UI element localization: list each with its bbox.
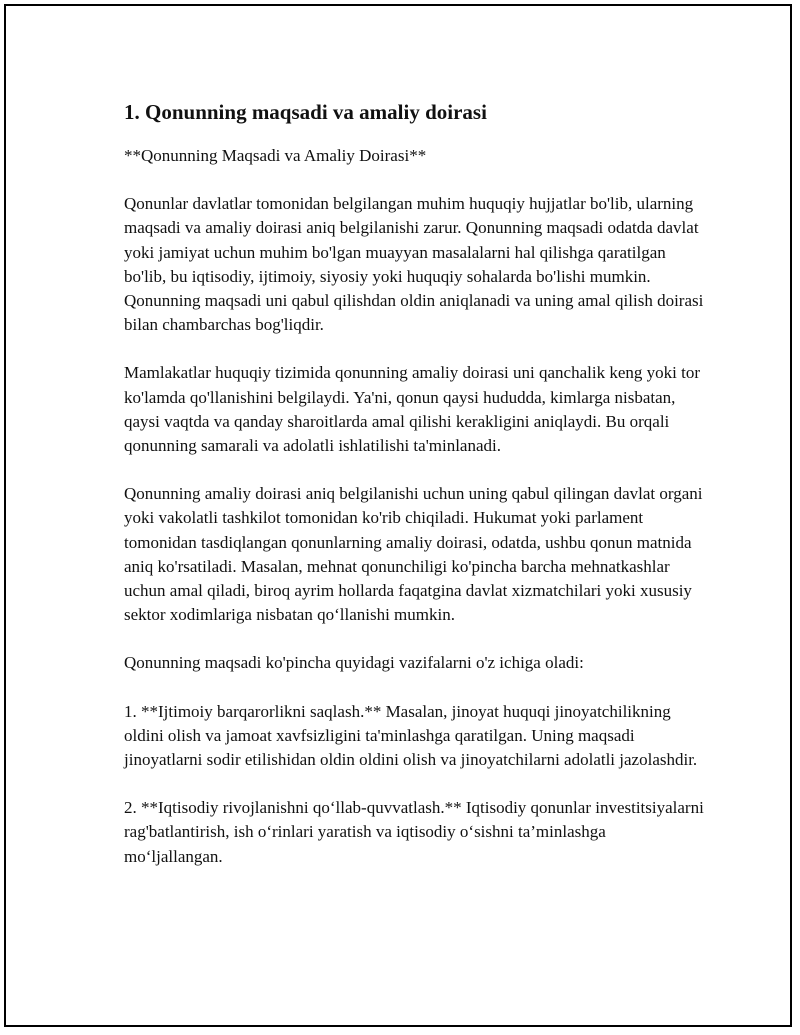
scope-paragraph: Mamlakatlar huquqiy tizimida qonunning amaliy doirasi uni qanchalik keng yoki tor ko'lamda qo'llanishini belgilaydi. Ya'ni, qonun qaysi hududda, kimlarga nisbatan, qaysi vaqtda va qanday sharoitlarda amal qilishi kerakligini aniqlaydi. Bu orqali qonunning samarali va adolatli ishlatilishi ta'minlanadi.: [124, 363, 700, 456]
list-item-social-stability: 1. **Ijtimoiy barqarorlikni saqlash.** Masalan, jinoyat huquqi jinoyatchilikning oldini olish va jamoat xavfsizligini ta'minlashga qaratilgan. Uning maqsadi jinoyatlarni sodir etilishidan oldin oldini olish va jinoyatchilarni adolatli jazolashdir.: [124, 701, 698, 770]
list-item-economic-development: 2. **Iqtisodiy rivojlanishni qo‘llab-quvvatlash.** Iqtisodiy qonunlar investitsiyalarni rag'batlantirish, ish o‘rinlari yaratish va iqtisodiy o‘sishni ta’minlashga mo‘ljallangan.: [124, 798, 704, 866]
subtitle-paragraph: **Qonunning Maqsadi va Amaliy Doirasi**: [124, 146, 427, 165]
document-heading: 1. Qonunning maqsadi va amaliy doirasi: [124, 100, 487, 124]
adoption-paragraph: Qonunning amaliy doirasi aniq belgilanishi uchun uning qabul qilingan davlat organi yoki vakolatli tashkilot tomonidan ko'rib chiqiladi. Hukumat yoki parlament tomonidan tasdiqlangan qonunlarning amaliy doirasi, odatda, ushbu qonun matnida aniq ko'rsatiladi. Masalan, mehnat qonunchiligi ko'pincha barcha mehnatkashlar uchun amal qiladi, biroq ayrim hollarda faqatgina davlat xizmatchilari yoki xususiy sektor xodimlariga nisbatan qo‘llanishi mumkin.: [124, 484, 703, 625]
page-frame: [4, 4, 792, 1027]
tasks-intro-paragraph: Qonunning maqsadi ko'pincha quyidagi vazifalarni o'z ichiga oladi:: [124, 653, 584, 673]
intro-paragraph: Qonunlar davlatlar tomonidan belgilangan muhim huquqiy hujjatlar bo'lib, ularning maqsadi va amaliy doirasi aniq belgilanishi zarur. Qonunning maqsadi odatda davlat yoki jamiyat uchun muhim bo'lgan muayyan masalalarni hal qilishga qaratilgan bo'lib, bu iqtisodiy, ijtimoiy, siyosiy yoki huquqiy sohalarda bo'lishi mumkin. Qonunning maqsadi uni qabul qilishdan oldin aniqlanadi va uning amal qilish doirasi bilan chambarchas bog'liqdir.: [124, 194, 704, 335]
document-body: [124, 98, 704, 893]
